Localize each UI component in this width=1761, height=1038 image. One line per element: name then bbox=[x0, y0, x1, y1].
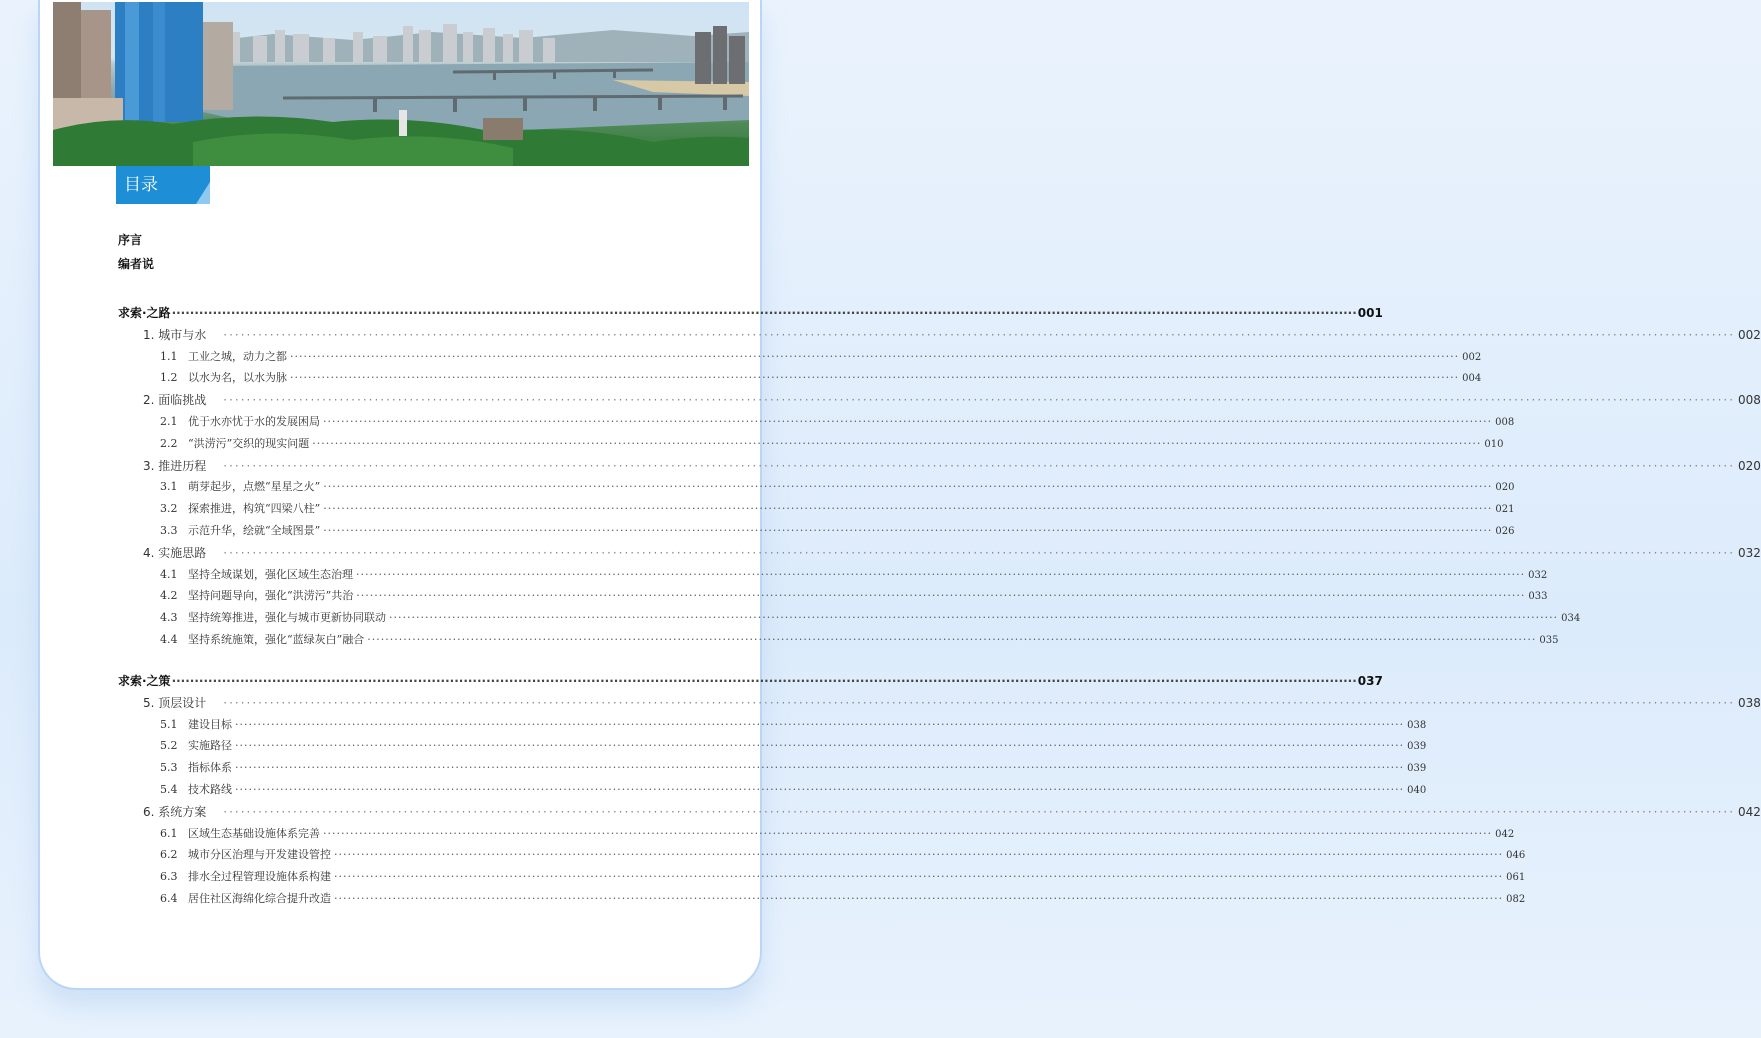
part-title: 求索·之策 bbox=[118, 674, 171, 688]
page-number: 037 bbox=[1357, 674, 1383, 688]
section-number: 5.4 bbox=[160, 783, 178, 796]
page-number: 026 bbox=[1495, 526, 1515, 537]
section-title: 城市分区治理与开发建设管控 bbox=[188, 848, 331, 862]
toc-section-row[interactable] bbox=[160, 890, 1526, 906]
page-number: 042 bbox=[1495, 828, 1515, 840]
toc-chapter-row[interactable] bbox=[143, 457, 1761, 474]
page-number: 035 bbox=[1539, 635, 1559, 646]
section-title: 坚持统筹推进，强化与城市更新协同联动 bbox=[188, 611, 386, 625]
leader-dots: ···································································································································································································································································· bbox=[235, 717, 1405, 731]
leader-dots: ···································································································································································································································································· bbox=[290, 349, 1460, 363]
leader-dots: ···································································································································································································································································· bbox=[323, 826, 1493, 840]
page-number: 020 bbox=[1738, 458, 1761, 473]
page-number: 061 bbox=[1506, 872, 1526, 884]
page-number: 002 bbox=[1462, 351, 1482, 363]
leader-dots: ···································································································································································································································································· bbox=[323, 480, 1493, 494]
page-number: 008 bbox=[1738, 393, 1761, 408]
toc-section-row[interactable] bbox=[160, 759, 1427, 775]
toc-section-row[interactable] bbox=[160, 587, 1548, 603]
section-title: 示范升华，绘就“全域图景” bbox=[188, 524, 321, 537]
page-number: 038 bbox=[1738, 695, 1761, 710]
front-matter-preface[interactable]: 序言 bbox=[118, 233, 143, 247]
page-number: 010 bbox=[1484, 438, 1504, 450]
leader-dots: ···································································································································································································································································· bbox=[171, 306, 1357, 320]
toc-section-row[interactable] bbox=[160, 609, 1581, 625]
leader-dots: ···································································································································································································································································· bbox=[223, 695, 1736, 710]
toc-section-row[interactable] bbox=[160, 631, 1559, 647]
front-matter-editors-note[interactable]: 编者说 bbox=[118, 257, 155, 271]
page-number: 039 bbox=[1407, 741, 1427, 753]
section-number: 6.3 bbox=[160, 870, 178, 884]
toc-chapter-row[interactable] bbox=[143, 391, 1761, 408]
city-river-banner-image bbox=[53, 2, 749, 166]
chapter-title: 1. 城市与水 bbox=[143, 327, 207, 342]
page-number: 038 bbox=[1407, 719, 1427, 731]
page-number: 008 bbox=[1495, 417, 1515, 428]
section-number: 6.4 bbox=[160, 892, 178, 905]
section-number: 5.3 bbox=[160, 761, 178, 775]
section-title: 优于水亦忧于水的发展困局 bbox=[188, 415, 320, 428]
leader-dots: ···································································································································································································································································· bbox=[334, 848, 1504, 862]
leader-dots: ···································································································································································································································································· bbox=[323, 524, 1493, 537]
page-number: 040 bbox=[1407, 785, 1427, 796]
toc-section-row[interactable] bbox=[160, 348, 1482, 364]
toc-section-row[interactable] bbox=[160, 825, 1515, 841]
toc-section-row[interactable] bbox=[160, 737, 1427, 753]
section-number: 2.2 bbox=[160, 436, 178, 450]
section-number: 4.3 bbox=[160, 611, 178, 625]
section-number: 3.3 bbox=[160, 524, 178, 537]
page-number: 002 bbox=[1738, 327, 1761, 342]
section-number: 3.1 bbox=[160, 480, 178, 494]
leader-dots: ···································································································································································································································································· bbox=[223, 458, 1736, 473]
section-number: 2.1 bbox=[160, 415, 178, 428]
section-number: 4.4 bbox=[160, 633, 178, 646]
leader-dots: ···································································································································································································································································· bbox=[389, 611, 1559, 625]
city-skyline-illustration bbox=[53, 2, 749, 166]
toc-chapter-row[interactable] bbox=[143, 544, 1761, 561]
page-number: 042 bbox=[1738, 804, 1761, 819]
leader-dots: ···································································································································································································································································· bbox=[290, 371, 1460, 385]
chapter-title: 6. 系统方案 bbox=[143, 804, 207, 819]
leader-dots: ···································································································································································································································································· bbox=[223, 545, 1736, 560]
toc-chapter-row[interactable] bbox=[143, 326, 1761, 343]
toc-heading-label: 目录 bbox=[124, 175, 158, 195]
leader-dots: ···································································································································································································································································· bbox=[223, 327, 1736, 342]
section-number: 6.1 bbox=[160, 826, 178, 840]
section-title: 指标体系 bbox=[188, 761, 232, 775]
leader-dots: ···································································································································································································································································· bbox=[235, 783, 1405, 796]
section-number: 1.2 bbox=[160, 371, 178, 385]
chapter-title: 2. 面临挑战 bbox=[143, 393, 207, 408]
leader-dots: ···································································································································································································································································· bbox=[323, 415, 1493, 428]
page-number: 046 bbox=[1506, 850, 1526, 862]
toc-section-row[interactable] bbox=[160, 846, 1526, 862]
toc-section-row[interactable] bbox=[160, 478, 1515, 494]
page-number: 020 bbox=[1495, 482, 1515, 494]
toc-section-row[interactable] bbox=[160, 716, 1427, 732]
chapter-title: 3. 推进历程 bbox=[143, 458, 207, 473]
toc-chapter-row[interactable] bbox=[143, 803, 1761, 820]
section-title: 实施路径 bbox=[188, 739, 232, 753]
leader-dots: ···································································································································································································································································· bbox=[356, 567, 1526, 581]
leader-dots: ···································································································································································································································································· bbox=[367, 633, 1537, 646]
leader-dots: ···································································································································································································································································· bbox=[356, 589, 1526, 603]
page-number: 039 bbox=[1407, 763, 1427, 775]
page-number: 033 bbox=[1528, 591, 1548, 603]
section-title: 坚持系统施策，强化“蓝绿灰白”融合 bbox=[188, 633, 365, 646]
page-number: 032 bbox=[1528, 569, 1548, 581]
tab-corner-fold-decoration bbox=[196, 182, 210, 204]
page-number: 004 bbox=[1462, 373, 1482, 385]
section-title: 坚持问题导向，强化“洪涝污”共治 bbox=[188, 589, 354, 603]
leader-dots: ···································································································································································································································································· bbox=[223, 804, 1736, 819]
toc-section-row[interactable] bbox=[160, 566, 1548, 582]
section-title: 建设目标 bbox=[188, 717, 232, 731]
chapter-title: 5. 顶层设计 bbox=[143, 695, 207, 710]
section-number: 6.2 bbox=[160, 848, 178, 862]
section-title: 技术路线 bbox=[188, 783, 232, 796]
section-number: 4.2 bbox=[160, 589, 178, 603]
section-title: 工业之城，动力之都 bbox=[188, 349, 287, 363]
section-number: 5.1 bbox=[160, 717, 178, 731]
leader-dots: ···································································································································································································································································· bbox=[334, 870, 1504, 884]
toc-chapter-row[interactable] bbox=[143, 694, 1761, 711]
toc-section-row[interactable] bbox=[160, 413, 1515, 429]
section-number: 3.2 bbox=[160, 502, 178, 516]
section-title: 排水全过程管理设施体系构建 bbox=[188, 870, 331, 884]
leader-dots: ···································································································································································································································································· bbox=[334, 892, 1504, 905]
toc-section-row[interactable] bbox=[160, 435, 1504, 451]
chapter-title: 4. 实施思路 bbox=[143, 545, 207, 560]
toc-section-row[interactable] bbox=[160, 500, 1515, 516]
section-number: 1.1 bbox=[160, 349, 178, 363]
toc-section-row[interactable] bbox=[160, 369, 1482, 385]
toc-part-row[interactable] bbox=[118, 304, 1383, 321]
leader-dots: ···································································································································································································································································· bbox=[312, 436, 1482, 450]
leader-dots: ···································································································································································································································································· bbox=[235, 761, 1405, 775]
toc-section-row[interactable] bbox=[160, 522, 1515, 538]
toc-section-row[interactable] bbox=[160, 868, 1526, 884]
section-number: 4.1 bbox=[160, 567, 178, 581]
page-number: 082 bbox=[1506, 894, 1526, 905]
page-number: 032 bbox=[1738, 545, 1761, 560]
section-title: 区域生态基础设施体系完善 bbox=[188, 826, 320, 840]
section-title: 萌芽起步，点燃“星星之火” bbox=[188, 480, 321, 494]
section-title: 居住社区海绵化综合提升改造 bbox=[188, 892, 331, 905]
toc-section-row[interactable] bbox=[160, 781, 1427, 797]
leader-dots: ···································································································································································································································································· bbox=[235, 739, 1405, 753]
section-title: “洪涝污”交织的现实问题 bbox=[188, 436, 310, 450]
toc-part-row[interactable] bbox=[118, 672, 1383, 689]
page-number: 034 bbox=[1561, 613, 1581, 625]
section-title: 坚持全域谋划，强化区域生态治理 bbox=[188, 567, 353, 581]
section-number: 5.2 bbox=[160, 739, 178, 753]
page-number: 021 bbox=[1495, 504, 1515, 516]
section-title: 以水为名，以水为脉 bbox=[188, 371, 287, 385]
leader-dots: ···································································································································································································································································· bbox=[223, 393, 1736, 408]
section-title: 探索推进，构筑“四梁八柱” bbox=[188, 502, 321, 516]
leader-dots: ···································································································································································································································································· bbox=[171, 674, 1357, 688]
page-number: 001 bbox=[1357, 306, 1383, 320]
leader-dots: ···································································································································································································································································· bbox=[323, 502, 1493, 516]
part-title: 求索·之路 bbox=[118, 306, 171, 320]
